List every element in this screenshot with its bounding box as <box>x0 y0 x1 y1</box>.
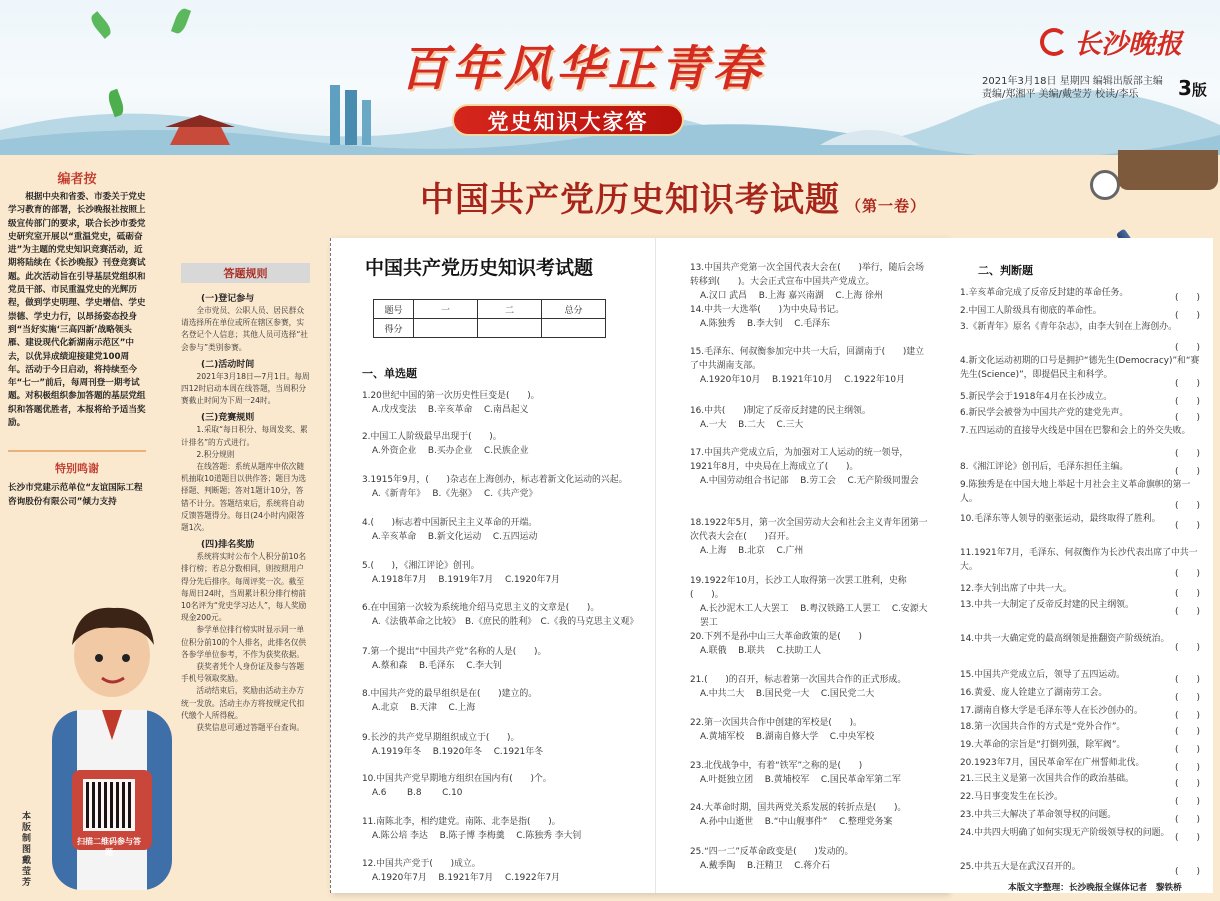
score-table <box>373 299 606 338</box>
answer-blank[interactable]: ( ) <box>1175 693 1201 703</box>
score-cell: 二 <box>478 300 542 319</box>
question-options[interactable]: A.陈独秀 B.李大钊 C.毛泽东 <box>700 319 830 329</box>
question-options[interactable]: A.一大 B.二大 C.三大 <box>700 420 804 430</box>
answer-blank[interactable]: ( ) <box>1175 569 1201 579</box>
score-row <box>374 300 606 319</box>
question-item <box>690 759 930 787</box>
question-item <box>362 687 647 715</box>
question-text: 17.中国共产党成立后，为加强对工人运动的统一领导，1921年8月，中央局在上海成立了( )。 <box>690 448 909 472</box>
rule-section-title: (二)活动时间 <box>201 359 255 370</box>
question-options[interactable]: A.外资企业 B.买办企业 C.民族企业 <box>372 446 529 456</box>
clock-icon <box>1090 170 1120 200</box>
answer-blank[interactable]: ( ) <box>1175 413 1201 423</box>
answer-blank[interactable]: ( ) <box>1175 643 1201 653</box>
question-options[interactable]: A.陈公培 李达 B.陈子博 李梅羹 C.陈独秀 李大钊 <box>372 831 582 841</box>
true-false-item: 17.湖南自修大学是毛泽东等人在长沙创办的。 <box>960 706 1143 716</box>
question-item <box>362 473 647 501</box>
question-options[interactable]: A.汉口 武昌 B.上海 嘉兴南湖 C.上海 徐州 <box>700 291 883 301</box>
score-row <box>374 319 606 338</box>
question-text: 10.中国共产党早期地方组织在国内有( )个。 <box>362 774 552 784</box>
true-false-item: 12.李大钊出席了中共一大。 <box>960 584 1072 594</box>
fold-line <box>330 238 331 893</box>
answer-blank[interactable]: ( ) <box>1175 311 1201 321</box>
logo-text: 长沙晚报 <box>1074 29 1182 60</box>
issue-date: 2021年3月18日 星期四 编辑出版部主编 <box>982 76 1163 87</box>
header-slogan: 百年风华正青春 <box>400 41 765 97</box>
score-cell: 题号 <box>374 300 414 319</box>
true-false-item: 4.新文化运动初期的口号是拥护“德先生(Democracy)”和“赛先生(Science)”，即提倡民主和科学。 <box>960 356 1200 380</box>
true-false-item: 20.1923年7月，国民革命军在广州誓师北伐。 <box>960 758 1145 768</box>
score-cell[interactable] <box>542 319 606 338</box>
true-false-item: 10.毛泽东等人领导的驱张运动，最终取得了胜利。 <box>960 514 1161 524</box>
rule-section-title: (一)登记参与 <box>201 294 255 304</box>
true-false-item: 11.1921年7月，毛泽东、何叔衡作为长沙代表出席了中共一大。 <box>960 548 1198 572</box>
question-options[interactable]: A.孙中山逝世 B.“中山舰事件” C.整理党务案 <box>700 817 893 827</box>
question-text: 6.在中国第一次较为系统地介绍马克思主义的文章是( )。 <box>362 603 600 613</box>
rule-text: 活动结束后，奖励由活动主办方统一发放。活动主办方将按规定代扣代缴个人所得税。 <box>181 686 305 720</box>
question-item <box>362 430 647 458</box>
question-text: 13.中国共产党第一次全国代表大会在( )举行，随后会场转移到( )。大会正式宣布中国共产党成立。 <box>690 263 925 287</box>
true-false-item: 2.中国工人阶级具有彻底的革命性。 <box>960 306 1102 316</box>
question-options[interactable]: A.戊戌变法 B.辛亥革命 C.南昌起义 <box>372 405 529 415</box>
issue-editors: 责编/郑湘平 美编/戴莹芳 校读/李乐 <box>982 89 1139 100</box>
score-cell: 得分 <box>374 319 414 338</box>
true-false-item: 18.第一次国共合作的方式是“党外合作”。 <box>960 722 1126 732</box>
rule-text: 1.采取“每日积分、每周发奖、累计排名”的方式进行。 <box>181 425 308 447</box>
question-text: 8.中国共产党的最早组织是在( )建立的。 <box>362 689 538 699</box>
question-item <box>362 772 647 800</box>
question-item <box>362 601 647 629</box>
question-text: 4.( )标志着中国新民主主义革命的开端。 <box>362 518 538 528</box>
question-options[interactable]: A.中共二大 B.国民党一大 C.国民党二大 <box>700 689 875 699</box>
question-item <box>690 261 930 303</box>
answer-blank[interactable]: ( ) <box>1175 467 1201 477</box>
page-footer: 本版文字整理：长沙晚报全媒体记者 黎铁桥 <box>1008 883 1182 893</box>
question-item <box>690 446 930 488</box>
question-text: 7.第一个提出“中国共产党”名称的人是( )。 <box>362 647 547 657</box>
answer-blank[interactable]: ( ) <box>1175 449 1201 459</box>
qr-code[interactable] <box>83 779 135 831</box>
question-item <box>362 645 647 673</box>
design-credit: 本版制图戴莹芳 <box>22 812 32 888</box>
score-cell: 总分 <box>542 300 606 319</box>
editor-note-title: 编者按 <box>57 172 97 187</box>
page-number: 3版 <box>1178 76 1207 100</box>
answer-blank[interactable]: ( ) <box>1175 501 1201 511</box>
question-options[interactable]: A.1920年10月 B.1921年10月 C.1922年10月 <box>700 375 905 385</box>
question-item <box>690 716 930 744</box>
question-text: 5.( )，《湘江评论》创刊。 <box>362 561 480 571</box>
leaf-decoration-icon <box>171 7 191 36</box>
question-item <box>362 516 647 544</box>
question-item <box>690 630 930 658</box>
answer-blank[interactable]: ( ) <box>1175 293 1201 303</box>
question-options[interactable]: A.联俄 B.联共 C.扶助工人 <box>700 646 822 656</box>
rule-text: 2.积分规则 <box>196 449 235 459</box>
true-false-item: 16.黄爱、庞人铨建立了湖南劳工会。 <box>960 688 1108 698</box>
question-options[interactable]: A.1919年冬 B.1920年冬 C.1921年冬 <box>372 747 544 757</box>
answer-blank[interactable]: ( ) <box>1175 763 1201 773</box>
question-item <box>690 574 930 630</box>
editor-note-text: 根据中央和省委、市委关于党史学习教育的部署，长沙晚报社按照上级宣传部门的要求，联合长沙市委党史研究室开展以“重温党史，砥砺奋进”为主题的党史知识竞赛活动，近期将陆续在《长沙晚报》刊登竞赛试题。此次活动旨在引导基层党组织和党员干部、市民重温党史的光辉历程，做到学史明理、学史增信、学史崇德、学史力行，以昂扬姿态投身到“当好实施‘三高四新’战略领头雁、建设现代化新湖南示范区”中去，以优异成绩迎接建党100周年。活动于今日启动，将持续至今年“七一”前后，每周刊登一期考试题。对积极组织参加答题的基层党组织和答题优胜者，本报将给予适当奖励。 <box>8 192 146 429</box>
question-item <box>690 845 930 873</box>
true-false-item: 21.三民主义是第一次国共合作的政治基础。 <box>960 774 1134 784</box>
question-item <box>690 404 930 432</box>
question-options[interactable]: A.1920年7月 B.1921年7月 C.1922年7月 <box>372 873 561 883</box>
answer-blank[interactable]: ( ) <box>1175 521 1201 531</box>
answer-blank[interactable]: ( ) <box>1175 379 1201 389</box>
true-false-item: 7.五四运动的直接导火线是中国在巴黎和会上的外交失败。 <box>960 426 1191 436</box>
answer-blank[interactable]: ( ) <box>1175 797 1201 807</box>
true-false-item: 15.中国共产党成立后，领导了五四运动。 <box>960 670 1125 680</box>
true-false-item: 3.《新青年》原名《青年杂志》，由李大钊在上海创办。 <box>960 322 1178 332</box>
true-false-item: 14.中共一大确定党的最高纲领是推翻资产阶级统治。 <box>960 634 1170 644</box>
rule-section-title: (四)排名奖励 <box>201 540 255 551</box>
score-cell[interactable] <box>414 319 478 338</box>
answer-blank[interactable]: ( ) <box>1175 727 1201 737</box>
issue-meta <box>982 75 1172 101</box>
volume-label: （第一卷） <box>846 197 927 215</box>
question-item <box>690 516 930 558</box>
question-item <box>362 389 647 417</box>
true-false-item: 23.中共三大解决了革命领导权的问题。 <box>960 810 1117 820</box>
question-text: 16.中共( )制定了反帝反封建的民主纲领。 <box>690 406 871 416</box>
rules-panel <box>181 263 310 883</box>
answer-blank[interactable]: ( ) <box>1175 779 1201 789</box>
question-item <box>690 673 930 701</box>
rule-text: 全市党员、公职人员、居民群众请选择所在单位或所在辖区参赛，实名登记个人信息；其他人员可选择“社会参与”类别参赛。 <box>181 306 308 352</box>
thanks-title: 特别鸣谢 <box>8 450 146 476</box>
answer-blank[interactable]: ( ) <box>1175 833 1201 843</box>
answer-blank[interactable]: ( ) <box>1175 711 1201 721</box>
rule-text: 系统将实时公布个人积分前10名排行榜；若总分数相同，则按照用户得分先后排序。每周评奖一次。截至每周日24时，当周累计积分排行榜前10名评为“党史学习达人”，每人奖励现金200元。 <box>181 552 307 623</box>
question-options[interactable]: A.辛亥革命 B.新文化运动 C.五四运动 <box>372 532 538 542</box>
rule-section-title: (三)竞赛规则 <box>201 413 255 424</box>
question-text: 9.长沙的共产党早期组织成立于( )。 <box>362 733 520 743</box>
question-text: 15.毛泽东、何叔衡参加完中共一大后，回湖南于( )建立了中共湖南支部。 <box>690 347 925 371</box>
rule-text: 获奖信息可通过答题平台查询。 <box>196 723 305 733</box>
question-item <box>362 559 647 587</box>
question-text: 21.( )的召开，标志着第一次国共合作的正式形成。 <box>690 675 907 685</box>
logo-mark-icon <box>1040 28 1068 56</box>
true-false-item: 24.中共四大明确了如何实现无产阶级领导权的问题。 <box>960 828 1170 838</box>
question-options[interactable]: A.黄埔军校 B.湖南自修大学 C.中央军校 <box>700 732 875 742</box>
true-false-item: 5.新民学会于1918年4月在长沙成立。 <box>960 392 1113 402</box>
answer-blank[interactable]: ( ) <box>1175 343 1201 353</box>
section-true-false: 二、判断题 <box>978 264 1033 277</box>
question-options[interactable]: A.6 B.8 C.10 <box>372 788 463 798</box>
section-single-choice: 一、单选题 <box>362 367 417 380</box>
question-text: 23.北伐战争中，有着“铁军”之称的是( ) <box>690 761 863 771</box>
answer-blank[interactable]: ( ) <box>1175 867 1201 877</box>
question-options[interactable]: A.1918年7月 B.1919年7月 C.1920年7月 <box>372 575 561 585</box>
question-item <box>690 801 930 829</box>
newspaper-logo <box>1040 22 1182 61</box>
page-title: 中国共产党历史知识考试题 （第一卷） <box>420 180 927 220</box>
leaf-decoration-icon <box>88 11 114 39</box>
answer-blank[interactable]: ( ) <box>1175 815 1201 825</box>
answer-blank[interactable]: ( ) <box>1175 589 1201 599</box>
qr-label: 扫描二维码参与答题 <box>77 837 141 857</box>
plant-pot-decoration <box>1118 150 1218 190</box>
question-text: 3.1915年9月，( )杂志在上海创办，标志着新文化运动的兴起。 <box>362 475 628 485</box>
question-options[interactable]: A.中国劳动组合书记部 B.劳工会 C.无产阶级同盟会 <box>700 476 919 486</box>
question-options[interactable]: A.北京 B.天津 C.上海 <box>372 703 476 713</box>
rules-heading: 答题规则 <box>181 263 310 283</box>
question-item <box>362 731 647 759</box>
true-false-item: 13.中共一大制定了反帝反封建的民主纲领。 <box>960 600 1134 610</box>
true-false-item: 19.大革命的宗旨是“打倒列强，除军阀”。 <box>960 740 1126 750</box>
question-options[interactable]: A.《新青年》 B.《先驱》 C.《共产党》 <box>372 489 538 499</box>
question-options[interactable]: A.叶挺独立团 B.黄埔校军 C.国民革命军第二军 <box>700 775 901 785</box>
question-item <box>362 857 647 885</box>
question-text: 24.大革命时期，国共两党关系发展的转折点是( )。 <box>690 803 907 813</box>
rule-text: 2021年3月18日—7月1日。每周四12时启动本周在线答题，当周积分赛截止时间为下周一24时。 <box>181 371 310 406</box>
answer-blank[interactable]: ( ) <box>1175 607 1201 617</box>
question-text: 11.南陈北李，相约建党。南陈、北李是指( )。 <box>362 817 561 827</box>
thanks-text: 长沙市党建示范单位“友谊国际工程咨询股份有限公司”倾力支持 <box>8 483 143 507</box>
answer-blank[interactable]: ( ) <box>1175 675 1201 685</box>
true-false-item: 22.马日事变发生在长沙。 <box>960 792 1063 802</box>
question-text: 18.1922年5月，第一次全国劳动大会和社会主义青年团第一次代表大会在( )召开。 <box>690 518 928 542</box>
rule-text: 参学单位排行榜实时显示同一单位积分前10的个人排名，此排名仅供各参学单位参考，不作为获奖依据。 <box>181 625 307 659</box>
question-text: 19.1922年10月，长沙工人取得第一次罢工胜利，史称( )。 <box>690 576 907 600</box>
true-false-item: 9.陈独秀是在中国大地上举起十月社会主义革命旗帜的第一人。 <box>960 480 1191 504</box>
header-banner: 党史知识大家答 <box>452 104 684 136</box>
question-options[interactable]: A.蔡和森 B.毛泽东 C.李大钊 <box>372 661 502 671</box>
exam-title: 中国共产党历史知识考试题 <box>365 257 594 279</box>
score-cell: 一 <box>414 300 478 319</box>
answer-blank[interactable]: ( ) <box>1175 397 1201 407</box>
question-text: 1.20世纪中国的第一次历史性巨变是( )。 <box>362 391 540 401</box>
rule-text: 获奖者凭个人身份证及参与答题手机号领取奖励。 <box>181 662 305 684</box>
question-options[interactable]: A.戴季陶 B.汪精卫 C.蒋介石 <box>700 861 830 871</box>
true-false-item: 25.中共五大是在武汉召开的。 <box>960 862 1081 872</box>
answer-blank[interactable]: ( ) <box>1175 745 1201 755</box>
question-text: 22.第一次国共合作中创建的军校是( )。 <box>690 718 862 728</box>
question-item <box>690 303 930 331</box>
question-item <box>690 345 930 387</box>
true-false-item: 1.辛亥革命完成了反帝反封建的革命任务。 <box>960 288 1129 298</box>
question-text: 14.中共一大选举( )为中央局书记。 <box>690 305 845 315</box>
question-options[interactable]: A.上海 B.北京 C.广州 <box>700 546 804 556</box>
question-options[interactable]: A.长沙泥木工人大罢工 B.粤汉铁路工人罢工 C.安源大罢工 <box>700 604 928 628</box>
masthead <box>0 0 1220 155</box>
rule-text: 在线答题：系统从题库中依次随机抽取10道题目以供作答；题目为选择题、判断题；答对1题计10分，答错不计分。答题结束后，系统将自动反馈答题得分。每日(24小时内)限答题1次。 <box>181 462 307 533</box>
question-text: 12.中国共产党于( )成立。 <box>362 859 481 869</box>
score-cell[interactable] <box>478 319 542 338</box>
true-false-item: 6.新民学会被誉为中国共产党的建党先声。 <box>960 408 1129 418</box>
true-false-item: 8.《湘江评论》创刊后，毛泽东担任主编。 <box>960 462 1129 472</box>
question-text: 25.“四一二”反革命政变是( )发动的。 <box>690 847 854 857</box>
question-item <box>362 815 647 843</box>
question-options[interactable]: A.《法俄革命之比较》 B.《庶民的胜利》 C.《我的马克思主义观》 <box>372 617 639 627</box>
page-gutter <box>655 238 656 893</box>
question-text: 2.中国工人阶级最早出现于( )。 <box>362 432 502 442</box>
question-text: 20.下列不是孙中山三大革命政策的是( ) <box>690 632 862 642</box>
